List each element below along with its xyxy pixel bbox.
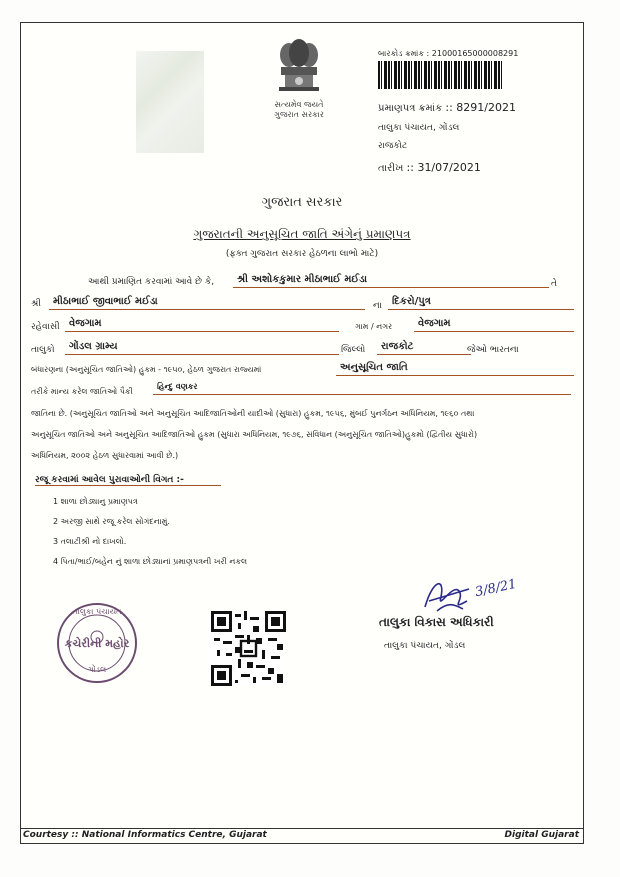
signature — [419, 571, 519, 621]
seal-top-text: તાલુકા પંચાયત — [72, 607, 122, 616]
barcode-label-line — [378, 49, 518, 59]
legal-paragraph-line-3: અધિનિયમ, ૨૦૦૨ હેઠળ સુધારવામાં આવી છે.) — [31, 451, 179, 460]
date-line — [378, 161, 481, 174]
legal-paragraph-line-2: અનુસૂચિત જાતિઓ અને અનુસૂચિત આદિજાતિઓ હુકમ (સુધારા અધિનિયમ, ૧૯૭૬, સંવિધાન (અનુસૂચિત જાતિઓ)હુકમો (દ્વિતીય સુધારો) — [31, 430, 478, 439]
father-name: મીઠાભાઈ જીવાભાઈ મઈડા — [49, 295, 365, 310]
office-seal — [55, 601, 139, 685]
emblem-motto: સત્યમેવ જયતે — [274, 100, 324, 109]
emblem-caption: ગુજરાત સરકાર — [274, 110, 324, 119]
seal-center-text: કચેરીની મહોર — [64, 637, 130, 650]
footer-brand: Digital Gujarat — [504, 830, 579, 840]
signatory-office: તાલુકા પંચાયત, ગોંડલ — [384, 641, 466, 651]
na-text: ના — [373, 301, 382, 311]
constitution-text: બંધારણના (અનુસૂચિત જાતિઓ) હુકમ - ૧૯૫૦, હેઠળ ગુજરાત રાજ્યમાં — [31, 365, 262, 374]
legal-paragraph-line-1: જાતિના છે. (અનુસૂચિત જાતિઓ અને અનુસૂચિત આદિજાતિઓની યાદીઓ (સુધારા) હુકમ, ૧૯૫૬, મુંબઈ પુનર્ગઠન અધિનિયમ, ૧૯૬૦ તથા — [31, 409, 475, 418]
district-label: જિલ્લો — [341, 345, 366, 355]
qr-code — [211, 611, 286, 686]
category-value: અનુસૂચિત જાતિ — [336, 361, 574, 376]
date-label: તારીખ — [378, 163, 404, 174]
barcode-label: બારકોડ ક્રમાંક : — [378, 49, 430, 58]
footer — [21, 828, 583, 843]
certificate-number-label: પ્રમાણપત્ર ક્રમાંક — [378, 103, 443, 114]
recognized-text: તરીકે માન્ય કરેલ જાતિઓ પૈકી — [31, 387, 133, 396]
main-title: ગુજરાત સરકાર — [261, 195, 343, 210]
certificate-page — [20, 22, 584, 844]
barcode-number: 21000165000008291 — [431, 49, 519, 58]
certificate-title — [21, 223, 583, 242]
national-emblem — [269, 37, 329, 119]
seal-bottom-text: ગોંડલ — [87, 665, 107, 674]
lion-capital-icon — [269, 37, 329, 95]
resident-value: વેજગામ — [65, 317, 339, 332]
person-name: શ્રી અશોકકુમાર મીઠાભાઈ મઈડા — [233, 273, 549, 288]
taluka-value: ગોંડલ ગ્રામ્ય — [65, 340, 339, 355]
shri-text: શ્રી — [31, 299, 41, 309]
barcode — [378, 61, 504, 89]
certificate-title-text: ગુજરાતની અનુસૂચિત જાતિ અંગેનું પ્રમાણપત્ર — [193, 227, 411, 241]
resident-label: રહેવાસી — [31, 322, 60, 332]
district-value: રાજકોટ — [377, 340, 471, 355]
district-line: રાજકોટ — [378, 141, 408, 151]
village-value: વેજગામ — [414, 317, 574, 332]
caste-value: હિન્દુ વણકર — [153, 380, 571, 395]
photo-area — [136, 51, 204, 153]
office-line: તાલુકા પંચાયત, ગોંડલ — [378, 123, 460, 133]
india-text: જેઓ ભારતના — [467, 345, 519, 355]
qr-code-icon — [211, 611, 286, 686]
document-item: 2 અરજી સાથે રજૂ કરેલ સોગંદનામું. — [53, 517, 170, 526]
certify-text: આથી પ્રમાણિત કરવામાં આવે છે કે, — [88, 277, 215, 287]
taluka-label: તાલુકો — [31, 345, 55, 355]
document-item: 1 શાળા છોડ્યાનુ પ્રમાણપત્ર — [53, 497, 138, 506]
village-label: ગામ / નગર — [355, 322, 393, 331]
date-value: :: 31/07/2021 — [406, 161, 481, 174]
document-item: 4 પિતા/ભાઈ/બહેન નું શાળા છોડ્યાનાં પ્રમાણપત્રની ખરી નકલ — [53, 557, 248, 566]
certificate-number: :: 8291/2021 — [445, 101, 516, 114]
validity-note: (ફક્ત ગુજરાત સરકાર હેઠળના લાભો માટે) — [225, 249, 379, 259]
documents-heading: રજૂ કરવામાં આવેલ પુરાવાઓની વિગત :- — [35, 475, 221, 486]
signature-date: 3/8/21 — [473, 576, 518, 601]
relation: દિકરો/પુત્ર — [388, 295, 574, 310]
document-item: 3 તલાટીશ્રી નો દાખલો. — [53, 537, 127, 546]
te-text: તે — [551, 279, 557, 289]
footer-credit: Courtesy :: National Informatics Centre, Gujarat — [23, 830, 267, 840]
signatory-title: તાલુકા વિકાસ અધિકારી — [379, 615, 494, 629]
certificate-number-line — [378, 101, 516, 114]
